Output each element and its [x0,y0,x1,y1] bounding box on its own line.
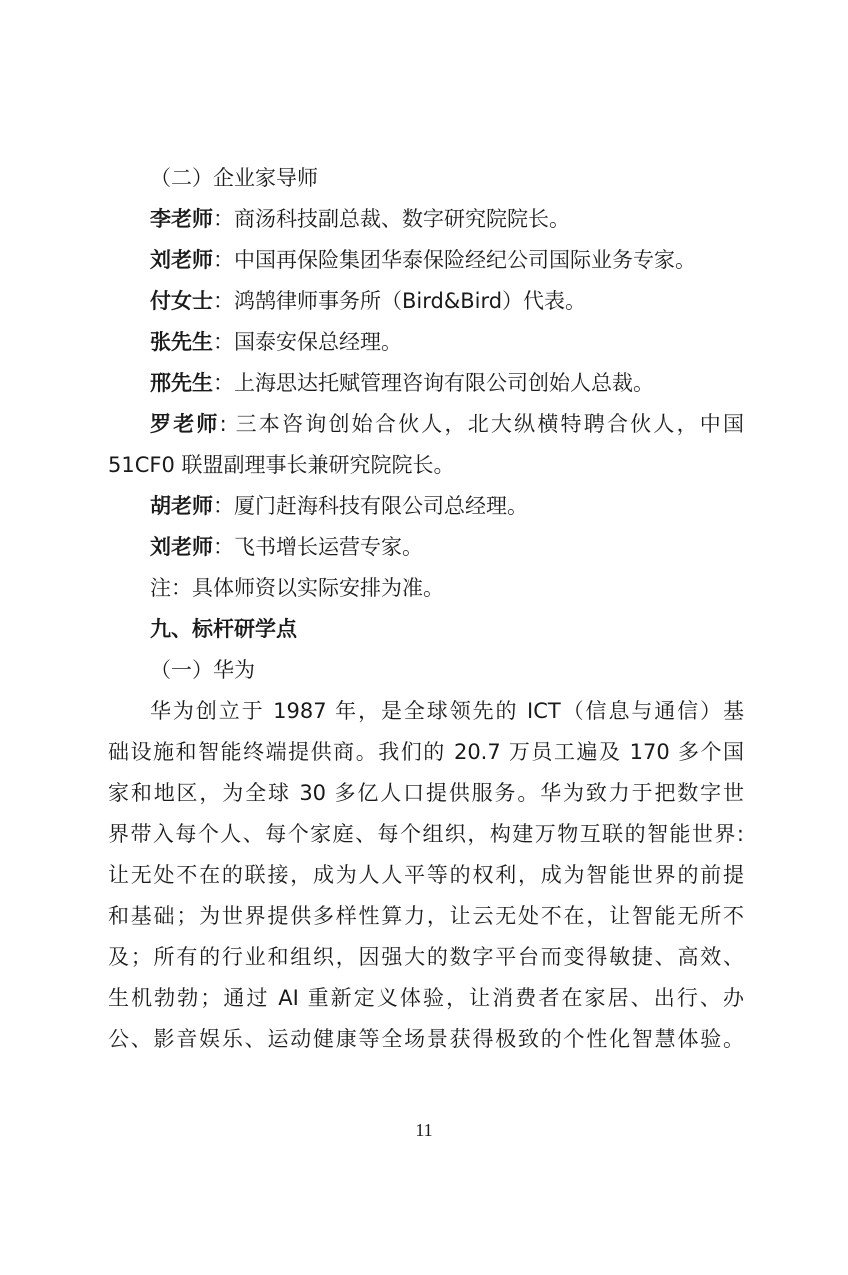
mentor-description: ：上海思达托赋管理咨询有限公司创始人总裁。 [213,371,654,395]
page-number: 11 [415,1120,433,1140]
note: 注：具体师资以实际安排为准。 [150,576,444,600]
mentor-name: 刘老师 [150,248,213,272]
section-heading-benchmark-sites: 九、标杆研学点 [150,617,297,641]
mentor-description-continuation: 51CF0 联盟副理事长兼研究院院长。 [108,453,455,477]
mentor-description: ：商汤科技副总裁、数字研究院院长。 [213,207,570,231]
mentor-description: : 三本咨询创始合伙人，北大纵横特聘合伙人，中国 [219,412,744,436]
mentor-name: 李老师 [150,207,213,231]
paragraph-line: 础设施和智能终端提供商。我们的 20.7 万员工遍及 170 多个国 [108,740,744,764]
mentor-name: 罗老师 [150,412,220,436]
mentor-entry [108,240,744,281]
mentor-entry [108,404,744,445]
mentor-name: 刘老师 [150,535,213,559]
mentor-entry [108,486,744,527]
mentor-name: 胡老师 [150,494,213,518]
mentor-description: ：国泰安保总经理。 [213,330,402,354]
mentor-entry [108,363,744,404]
paragraph-line: 家和地区，为全球 30 多亿人口提供服务。华为致力于把数字世 [108,781,744,805]
huawei-paragraph [108,691,744,1060]
section-heading-entrepreneur-mentors: （二）企业家导师 [150,166,318,190]
mentor-description: ：中国再保险集团华泰保险经纪公司国际业务专家。 [213,248,696,272]
mentor-description: ：飞书增长运营专家。 [213,535,423,559]
mentor-entry [108,527,744,568]
page-content [108,158,744,1060]
mentor-name: 付女士 [150,289,213,313]
paragraph-line: 生机勃勃；通过 AI 重新定义体验，让消费者在家居、出行、办 [108,986,744,1010]
paragraph-line: 华为创立于 1987 年，是全球领先的 ICT（信息与通信）基 [150,699,744,723]
mentor-entry [108,322,744,363]
paragraph-line: 界带入每个人、每个家庭、每个组织，构建万物互联的智能世界: [108,822,744,846]
mentor-entry [108,281,744,322]
paragraph-line: 让无处不在的联接，成为人人平等的权利，成为智能世界的前提 [108,863,744,887]
mentor-name: 张先生 [150,330,213,354]
subsection-heading-huawei: （一）华为 [150,658,255,682]
mentor-description: ：厦门赶海科技有限公司总经理。 [213,494,528,518]
mentor-entry [108,199,744,240]
paragraph-line: 和基础；为世界提供多样性算力，让云无处不在，让智能无所不 [108,904,744,928]
paragraph-line: 公、影音娱乐、运动健康等全场景获得极致的个性化智慧体验。 [108,1027,744,1051]
mentor-name: 邢先生 [150,371,213,395]
paragraph-line: 及；所有的行业和组织，因强大的数字平台而变得敏捷、高效、 [108,945,744,969]
mentor-description: ：鸿鹄律师事务所（Bird&Bird）代表。 [213,289,587,313]
